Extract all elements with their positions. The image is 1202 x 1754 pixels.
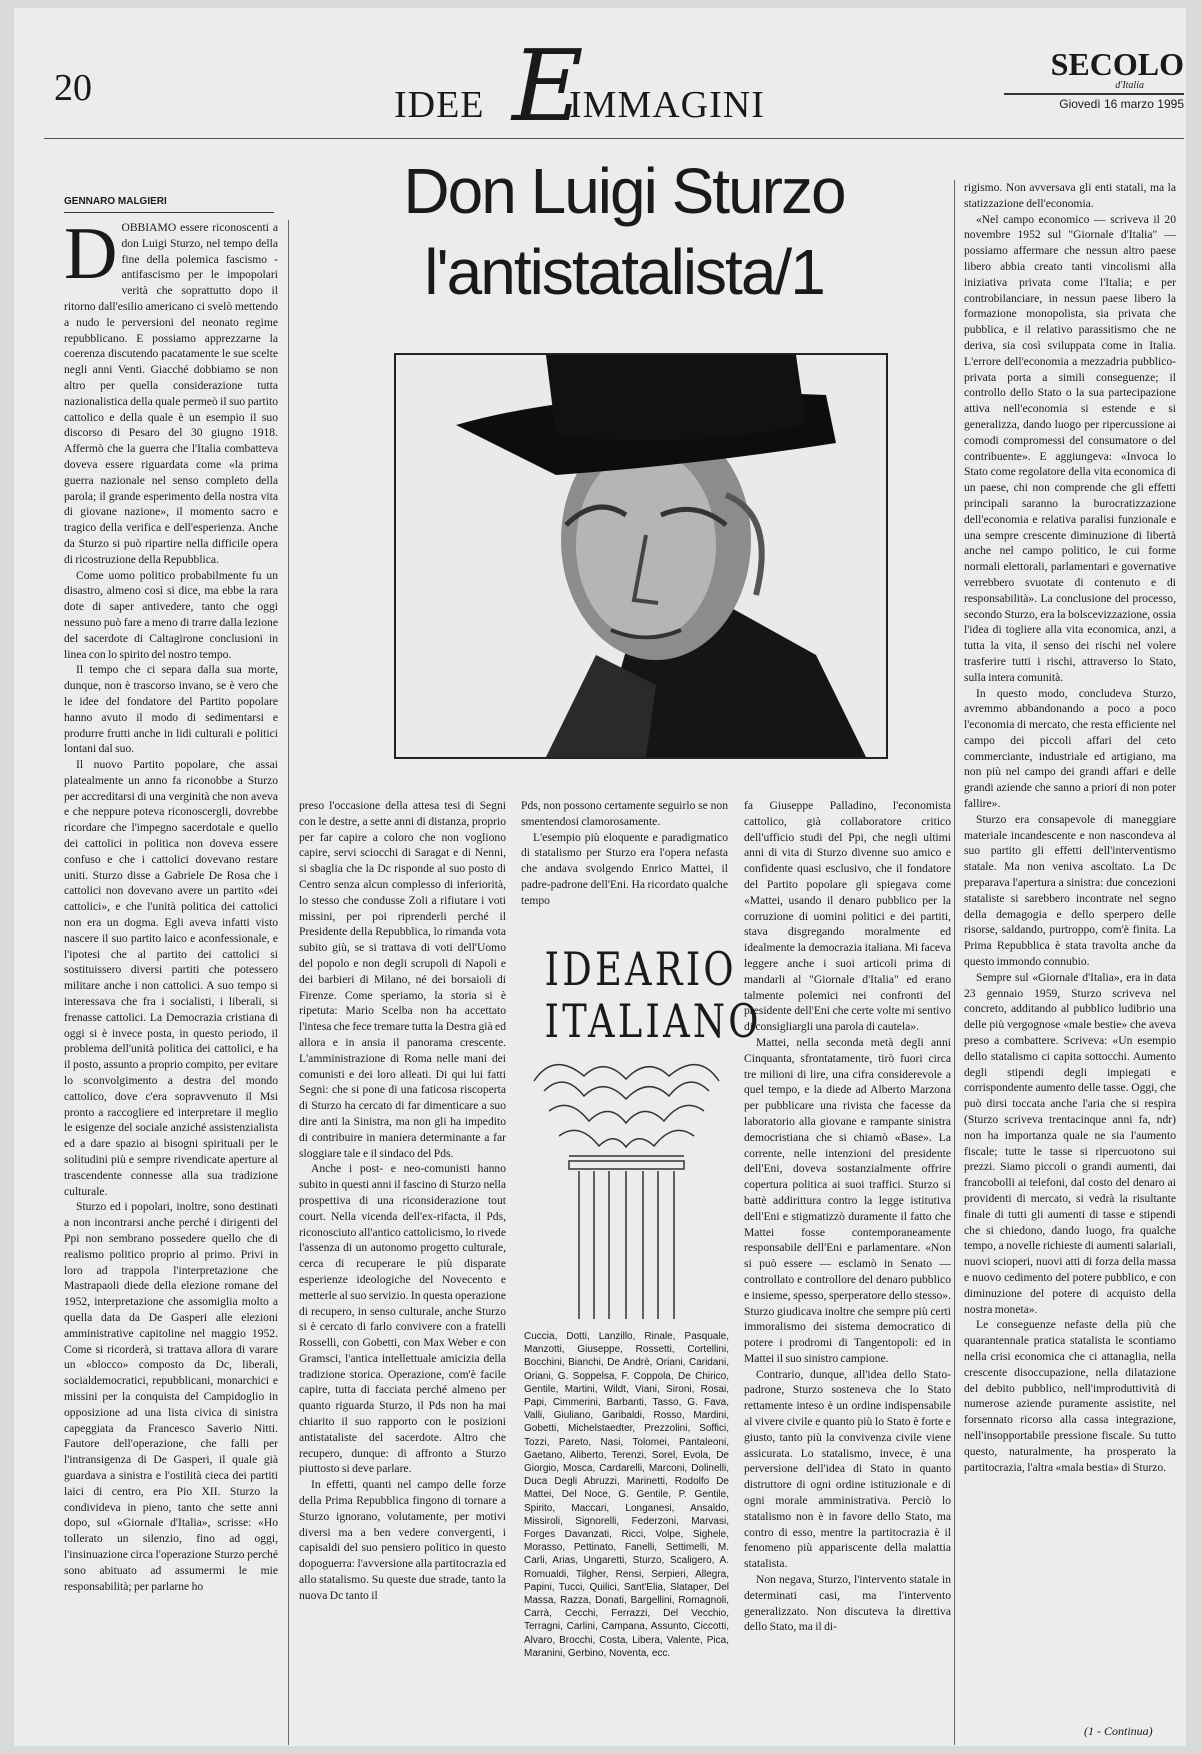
section-initial-e: E xyxy=(512,30,584,144)
column-divider xyxy=(954,180,955,1745)
ideario-names-list: Cuccia, Dotti, Lanzillo, Rinale, Pasquale, Manzotti, Giuseppe, Rossetti, Cortellini, Bocchini, Bianchi, De Andrè, Oriani, Caridani, Oriani, G. Soppelsa, F. Coppola, De Chirico, Gentile, Martini, Wildt, Viani, Sironi, Rosai, Papi, Cimmerini, Barbanti, Tasso, G. Fava, Valli, Giuliano, Garibaldi, Rosso, Mardini, Gobetti, Michelstaedter, Prezzolini, Soffici, Tozzi, Pareto, Nasi, Tolomei, Pantaleoni, Gaetano, Aliberto, Terenzi, Sorel, Evola, De Giorgio, Mosca, Cardarelli, Marconi, Dolinelli, Duca Degli Abruzzi, Marinetti, Rodolfo De Mattei, Del Noce, G. Gentile, P. Gentile, Spirito, Maccari, Longanesi, Ansaldo, Missiroli, Signorelli, Federzoni, Marvasi, Forges Davanzati, Ricci, Volpe, Sighele, Morasso, Pettinato, Fanelli, Settimelli, M. Carli, Arias, Ungaretti, Sturzo, Scaligero, A. Romualdi, Tilgher, Rensi, Serpieri, Allegra, Papini, Tucci, Quilici, Sant'Elia, Slataper, Del Massa, Razza, Donati, Bargellini, Romagnoli, Carrà, Cecchi, Ferrazzi, Del Vecchio, Terragni, Carlini, Campana, Assunto, Ciccotti, Alvaro, Brocchi, Costa, Libera, Valente, Pica, Maranini, Gerbino, Noventa, ecc. xyxy=(524,1331,729,1659)
article-column-5 xyxy=(964,180,1176,1700)
article-paragraph: Sturzo era consapevole di maneggiare materiale incandescente e non nascondeva al suo partito gli effetti dell'interventismo statale. Ma non veniva ascoltato. La Dc preparava l'apertura a sinistra: due concezioni stataliste si sarebbero incontrate nel segno della demagogia e dello sperpero delle risorse, saldando, purtroppo, com'è finita. La Prima Repubblica è stata travolta anche da questo immondo connubio. xyxy=(964,812,1176,969)
ideario-title-line-2: ITALIANO xyxy=(544,994,762,1048)
issue-date: Giovedì 16 marzo 1995 xyxy=(1004,93,1184,111)
article-paragraph: Pds, non possono certamente seguirlo se non smentendosi clamorosamente. xyxy=(521,799,728,828)
article-paragraph: OBBIAMO essere riconoscenti a don Luigi Sturzo, nel tempo della fine della polemica fascismo - antifascismo per le impopolari verità che soprattutto dopo il ritorno dall'esilio americano ci svelò mettendo a nudo le perversioni del neonato regime repubblicano. E possiamo apprezzarne la coerenza discutendo pacatamente le sue scelte negli anni Venti. Giacché dobbiamo se non altro per quella considerazione tutta nazionalistica della quale permeò il suo partito cattolico e della quale è un esempio il suo discorso di Pesaro del 30 giugno 1918. Affermò che la guerra che l'Italia combatteva doveva essere riguardata come «la prima guerra nazionale nel senso completo della parola; il grande esperimento della nostra vita di giovane nazione», il momento sacro e tragico della verifica e dell'esperienza. Anche da Sturzo si può ripartire nella difficile opera di ricostruzione della Repubblica. xyxy=(64,221,278,566)
article-paragraph: preso l'occasione della attesa tesi di Segni con le destre, a sette anni di distanza, proprio per far capire a coloro che non vogliono capire, servi sciocchi di Saragat e di Nenni, si sbaglia che la Dc risponde al suo posto di Centro senza alcun complesso di inferiorità, lo stesso che condusse Zoli a rifiutare i voti missini, per poi riprenderli perché il Presidente della Repubblica, lo rimanda vota subito giù, se si trattava di voti dell'Uomo del popolo e non degli scrupoli di Napoli e dei barbieri di Milano, né dei borsaioli di Firenze. Come speriamo, la storia si è ripetuta: Mario Scelba non ha accettato l'intesa che fece tremare tutta la Destra già ed allora e in ansia il panorama crescente. L'amministrazione di Roma nelle mani dei comunisti e dei loro alleati. Di qui lui fatti Segni: che si pone di una faticosa riscoperta di Sturzo ha cercato di far dimenticare a suo dire anti la Sinistra, ma non gli ha impedito di contribuire in maniera determinante a far sloggiare tale e il sindaco del Pds. xyxy=(299,799,506,1160)
continued-note: (1 - Continua) xyxy=(1084,1724,1153,1738)
portrait-illustration xyxy=(396,355,886,757)
headline xyxy=(314,155,934,309)
article-paragraph: Le conseguenze nefaste della più che quarantennale pratica statalista le scontiamo nella crisi economica che ci attanaglia, nella crescente disoccupazione, nella dilatazione del debito pubblico, nell'improduttività di numerose aziende puramente assistite, nel forsennato ricorso alla cassa integrazione, nell'insopportabile pressione fiscale. Su tutto questo, naturalmente, ha prosperato la partitocrazia, l'altra «mala bestia» di Sturzo. xyxy=(964,1318,1176,1474)
article-paragraph: Come uomo politico probabilmente fu un disastro, almeno così si dice, ma ebbe la rara dote di saper antivedere, tanto che oggi nessuno può fare a meno di trarre dalla lezione del sacerdote di Caltagirone conclusioni in linea con lo spirito del nostro tempo. xyxy=(64,568,278,661)
article-paragraph: In questo modo, concludeva Sturzo, avremmo abbandonando a poco a poco l'economia di mercato, che resta efficiente nel campo dei piccoli affari del ceto commerciante, industriale ed artigiano, ma non più nel campo dei grandi affari e delle grandi aziende che sanno a priori di non poter fallire». xyxy=(964,686,1176,811)
header-rule xyxy=(44,138,1184,139)
article-column-1 xyxy=(64,220,278,1745)
article-column-3 xyxy=(521,798,728,913)
byline-rule xyxy=(64,212,274,213)
article-paragraph: fa Giuseppe Palladino, l'economista cattolico, già collaboratore critico dell'ufficio studi del Ppi, che negli ultimi anni di vita di Sturzo divenne suo amico e confidente quasi esclusivo, che il fondatore del Partito popolare gli spiegava come «Mattei, usando il denaro pubblico per la corruzione di uomini politici e dei partiti, stava disgregando moralmente ed idealmente la democrazia italiana. Mi faceva leggere anche i suoi articoli prima di mandarli al "Giornale d'Italia" ed erano talmente polemici nei confronti del presidente dell'Eni che certe volte mi sentivo di consigliargli una parola di cautela». xyxy=(744,799,951,1034)
article-paragraph: In effetti, quanti nel campo delle forze della Prima Repubblica fingono di tornare a Sturzo ignorano, volutamente, per motivi diversi ma a ben vedere convergenti, i capisaldi del suo pensiero politico in questo dopoguerra: l'avversione alla partitocrazia ed allo statalismo. Su queste due strade, tanto la nuova Dc tanto il xyxy=(299,1478,506,1602)
section-word-immagini: IMMAGINI xyxy=(569,84,765,126)
section-word-idee: IDEE xyxy=(394,84,485,126)
drop-cap: D xyxy=(64,220,118,295)
headline-line-1: Don Luigi Sturzo xyxy=(403,155,845,227)
ideario-title-line-1: IDEARIO xyxy=(544,942,737,996)
page-number: 20 xyxy=(54,67,92,109)
article-paragraph: Sturzo ed i popolari, inoltre, sono destinati a non incontrarsi anche perché i dirigenti del Ppi non sembrano possedere quello che di realismo politico proprio al primo. Privi in loro ad trappola l'interpretazione che Mastrapaoli diede della elezione romane del 1952, interpretazione che assomiglia molto a quella data da De Gasperi alle elezioni amministrative capitoline nel maggio 1952. Come si ricorderà, si trattava allora di varare un «blocco» composto da Dc, liberali, socialdemocratici, repubblicani, monarchici e missini per la conquista del Campidoglio in opposizione ad una lista civica di sinistra capeggiata da Francesco Saverio Nitti. Fautore dell'operazione, che falli per l'intransigenza di De Gasperi, il quale già guardava a sinistra e l'ostilità cieca dei partiti laici di centro, era Pio XII. Sturzo la condivideva in pieno, tanto che sette anni dopo, sul «Giornale d'Italia», scrisse: «Ho tollerato un silenzio, fino ad oggi, l'insinuazione circa l'operazione Sturzo perché sono abituato ad assumermi le mie responsabilità; per parlarne ho xyxy=(64,1200,278,1593)
masthead xyxy=(1004,48,1184,111)
ideario-box xyxy=(524,942,762,1743)
article-paragraph: L'esempio più eloquente e paradigmatico di statalismo per Sturzo era l'opera nefasta che andava svolgendo Enrico Mattei, il padre-padrone dell'Eni. Ha ricordato qualche tempo xyxy=(521,830,728,907)
byline: GENNARO MALGIERI xyxy=(64,196,167,207)
article-paragraph: Il nuovo Partito popolare, che assai platealmente un anno fa riconobbe a Sturzo per accreditarsi di una verginità che non aveva e che neppure poteva riconoscergli, dovrebbe ricordare che l'impegno sacerdotale e quello dei cattolici in politica non doveva essere confuso e che i cattolici dovevano restare uniti. Sturzo disse a Gabriele De Rosa che i cattolici non dovevano avere un partito «dei cattolici», e che l'unità politica dei cattolici non era un dogma. Egli aveva infatti visto nascere il suo partito laico e aconfessionale, e l'ipotesi che al partito dei cattolici si sostituissero diversi partiti che potessero militare anche i non cattolici. A suo tempo si interessava che fra i socialisti, i liberali, si frenasse cattolici. La Democrazia cristiana di oggi si è invece posta, in questo periodo, il problema dell'unità politica dei cattolici, e ha il posto, assunto a proprio compito, per evitare lo sconvolgimento a destra del mondo cattolico, dove c'era sopravvenuto il Msi pronto a raccogliere ed interpretare il meglio le esigenze del sociale anziché assistenzialista ed a dare spazio ai bisogni spirituali per le solitudini più e sempre rivendicate aperture al trascendente connesse alla sua tradizione culturale. xyxy=(64,758,278,1198)
article-column-2 xyxy=(299,798,506,1743)
article-paragraph: Sempre sul «Giornale d'Italia», era in data 23 gennaio 1959, Sturzo scriveva nel concreto, additando al pubblico ludibrio una delle più vergognose «male bestie» che aveva preso a combattere. Scriveva: «Un esempio dello statalismo ci capita sottocchi. Aumento degli stipendi degli impiegati e corrispondente aumento delle tasse. Oggi, che può dirsi toccata anche l'aria che si respira (Sturzo scriveva trentacinque anni fa, ndr) non ha importanza quale ne sia l'aumento fiscale; tutte le tasse si ripercuotono sui prezzi. Siamo piccoli o grandi aumenti, dai francobolli ai telefoni, dal costo del denaro ai providenti di mercato, si vedrà la risultante finale di tutti gli aumenti di tasse e stipendi che si chiedono, dando luogo, fra qualche tempo, a novelle richieste di aumenti salariali, nuovi scioperi, nuovi atti di forza della massa e nuovo cedimento del potere pubblico, e con diminuzione del potere di acquisto della nostra moneta». xyxy=(964,970,1176,1316)
newspaper-logo-sub: d'Italia xyxy=(1115,80,1144,91)
article-paragraph: Mattei, nella seconda metà degli anni Cinquanta, sfrontatamente, tirò fuori circa tre milioni di lire, una cifra considerevole a quel tempo, e la diede ad Alberto Marzona per pubblicare una rivista che facesse da laboratorio alla giovane e rampante sinistra democristiana che si chiamò «Base». La corrente, nelle intenzioni del presidente dell'Eni, doveva sostanzialmente offrire copertura politica ai suoi traffici. Sturzo si battè addirittura contro la legge istitutiva dell'Eni e stigmatizzò duramente il fatto che Mattei fosse contemporaneamente responsabile dell'Eni e parlamentare. «Non si può essere — esclamò in Senato — controllato e controllore del denaro pubblico e insieme, spesso, sperperatore dello stesso». Sturzo giudicava inoltre che sempre più certi immoralismo dei sistema democratico di potere i prodromi di Tangentopoli: ed in Mattei il suo sinistro campione. xyxy=(744,1035,951,1365)
article-paragraph: Non negava, Sturzo, l'intervento statale in determinati casi, ma l'intervento generalizzato. Non discuteva la direttiva dello Stato, ma il di- xyxy=(744,1573,951,1634)
article-paragraph: Contrario, dunque, all'idea dello Stato-padrone, Sturzo sosteneva che lo Stato rettamente inteso è un ordine indispensabile al vivere civile e quanto più lo Stato è forte e giusto, tanto più la convivenza civile viene assicurata. Lo statalismo, invece, è una perversione dell'idea di Stato in quanto distruttore di ogni ordine istituzionale e di ogni morale amministrativa. Perciò lo statalismo non è in favore dello Stato, ma contro di esso, mentre la partitocrazia è il fenomeno più appariscente della malattia statalista. xyxy=(744,1367,951,1571)
article-paragraph: rigismo. Non avversava gli enti statali, ma la statizzazione dell'economia. xyxy=(964,181,1176,210)
newspaper-logo: SECOLO xyxy=(1050,46,1184,82)
headline-line-2: l'antistatalista/1 xyxy=(424,236,824,309)
article-column-4 xyxy=(744,798,951,1743)
newspaper-page xyxy=(14,8,1186,1746)
portrait-photo xyxy=(394,353,888,759)
article-paragraph: Anche i post- e neo-comunisti hanno subito in questi anni il fascino di Sturzo nella prospettiva di una riconsiderazione tout court. Nella vicenda dell'ex-rifacta, il Pds, riconosciuto all'antico cattolicismo, lo rivede l'assenza di un autonomo progetto culturale, cerca di recuperare le più disparate esperienze ideologiche del Novecento e metterle al suo servizio. In questa operazione di recupero, in senso culturale, anche Sturzo si è cercato di farlo convivere con a fratelli Rosselli, con Gobetti, con Max Weber e con Gramsci, l'antica intellettuale amicizia della tradizione storica. Operazione, com'è facile capire, tutta di facciata perché almeno per quanto riguarda Sturzo, il Pds non ha mai chiarito il suo rapporto con le posizioni antistataliste del sacerdote. Altro che recupero, dunque: di affronto a Sturzo piuttosto si deve parlare. xyxy=(299,1162,506,1476)
article-paragraph: Il tempo che ci separa dalla sua morte, dunque, non è trascorso invano, se è vero che le idee del fondatore del Partito popolare hanno avuto il modo di sedimentarsi e produrre frutti anche in lidi culturali e politici lontani dal suo. xyxy=(64,663,278,756)
corinthian-column-illustration xyxy=(524,1051,729,1319)
column-divider xyxy=(288,220,289,1745)
section-header xyxy=(394,30,844,144)
article-paragraph: «Nel campo economico — scriveva il 20 novembre 1952 sul "Giornale d'Italia" — possiamo affermare che nessun altro paese libero abbia creato tanti vincolismi alla iniziativa privata come l'Italia; e per controbilanciare, in nessun paese libero la formazione monopolista, sia privata che pubblica, e il relativo parassitismo che ne deriva, sia così sviluppata come in Italia. L'errore dell'economia a mezzadria pubblico-privata porta a simili conseguenze; il controllo dello Stato o la sua partecipazione attiva nell'economia si estende e si generalizza, dando luogo per ripercussione ai comodi compromessi del consumatore o del contribuente». E aggiungeva: «Invoca lo Stato come regolatore della vita economica di un paese, chi non comprende che gli effetti principali saranno la burocratizzazione dell'economia e relativa paralisi funzionale e una sempre crescente diminuzione di libertà anche nel campo politico, le cui forme normali elettorali, parlamentari e governative verrebbero svuotate di contenuto e di responsabilità». La conclusione del processo, secondo Sturzo, era la bolscevizzazione, ossia l'idea di togliere alla vita economica, anzi, a tutta la vita, il senso dei rischi nel volere trasferire tutti i rischi, attraverso lo Stato, sulla intera comunità. xyxy=(964,212,1176,684)
